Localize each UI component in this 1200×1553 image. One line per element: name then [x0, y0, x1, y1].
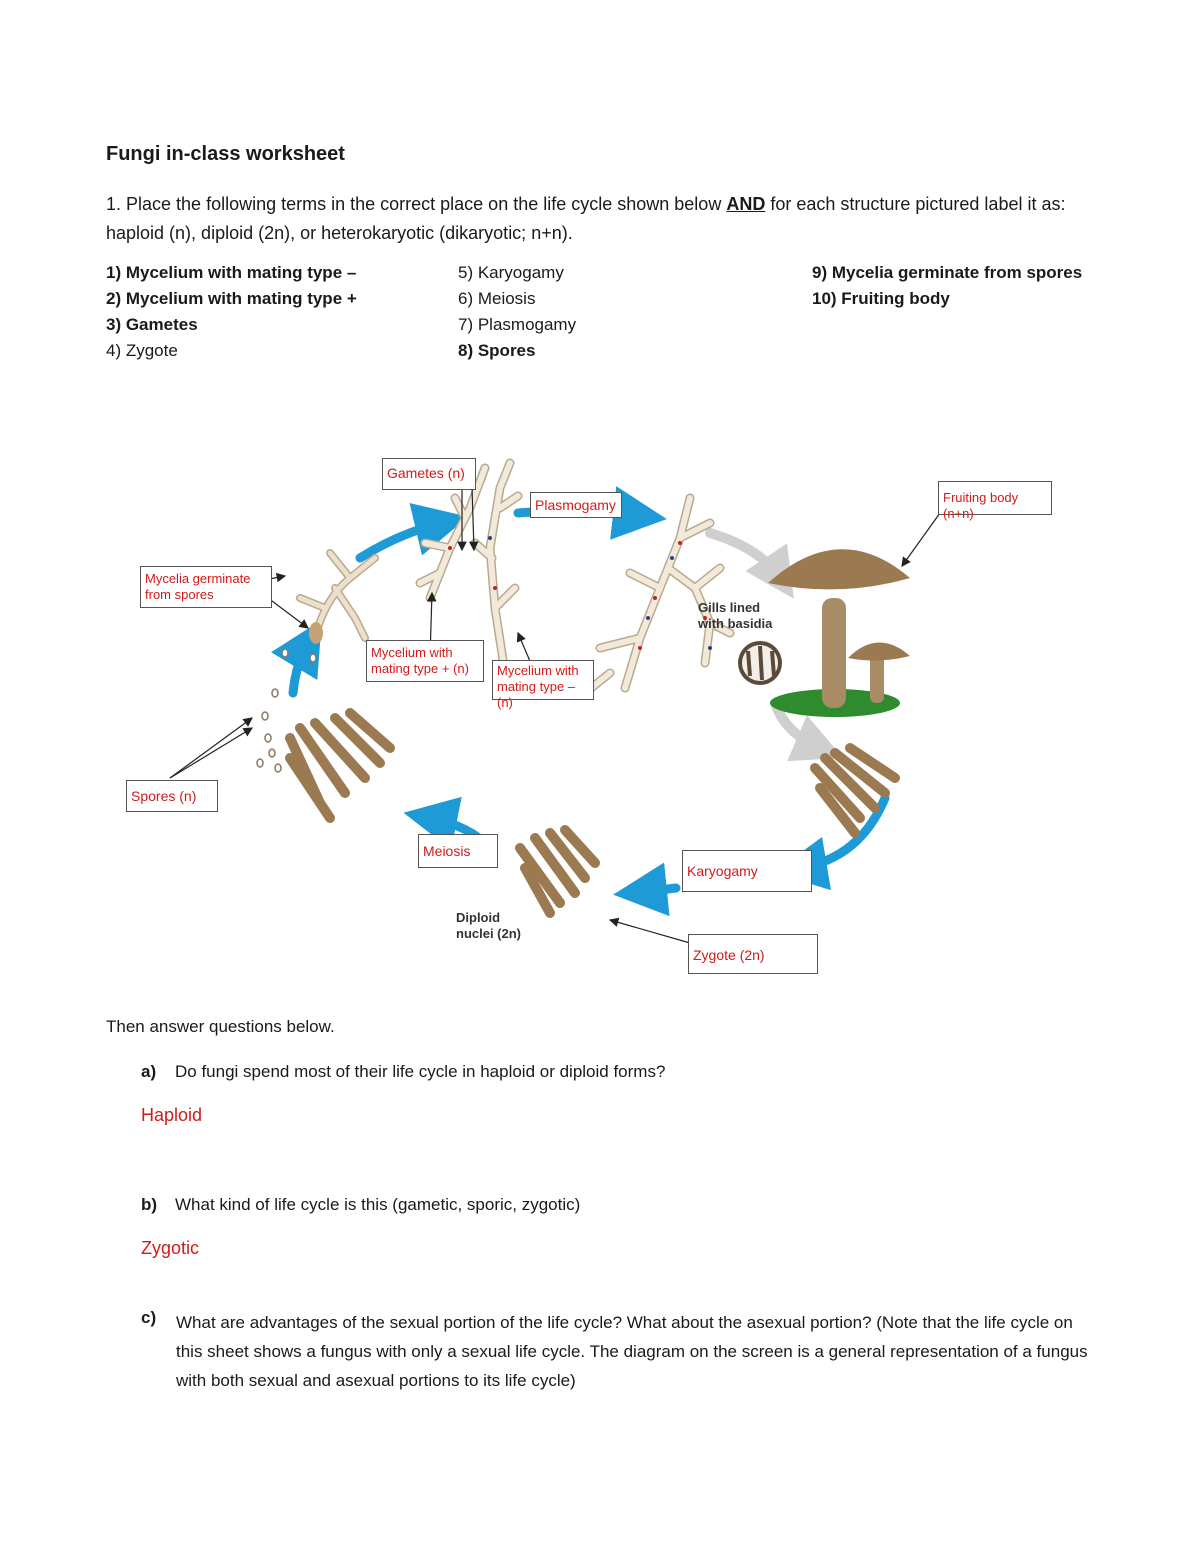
instruction-text-post: for each structure pictured label it as: haploid (n), diploid (2n), or heterokaryotic (dikaryotic; n+n).: [106, 194, 1066, 243]
basidia-cluster-right: [815, 748, 895, 833]
question-a-text: Do fungi spend most of their life cycle in haploid or diploid forms?: [175, 1062, 666, 1081]
term-8: 8) Spores: [458, 341, 536, 360]
question-b-text: What kind of life cycle is this (gametic, sporic, zygotic): [175, 1195, 581, 1214]
term-6: 6) Meiosis: [458, 289, 536, 308]
life-cycle-diagram: [120, 448, 1090, 988]
instructions: [106, 190, 1096, 248]
basidia-cluster-bottom: [520, 830, 595, 913]
label-mycelia-germinate: Mycelia germinate from spores: [140, 566, 272, 608]
label-zygote: Zygote (2n): [688, 934, 818, 974]
arrow-germinate: [293, 643, 308, 693]
label-mycelium-minus: Mycelium with mating type – (n): [492, 660, 594, 700]
instruction-and: AND: [726, 194, 766, 214]
mushroom-stem: [822, 598, 846, 708]
questions-intro: Then answer questions below.: [106, 1017, 335, 1036]
label-gametes: Gametes (n): [382, 458, 476, 490]
question-b-letter: b): [141, 1195, 158, 1214]
label-fruiting-body: Fruiting body (n+n): [938, 481, 1052, 515]
question-c-text: What are advantages of the sexual portion of the life cycle? What about the asexual portion? (Note that the life cycle on this sheet shows a fungus with only a sexual life cycle. The diagram on the screen is a general representation of a fungus with both sexual and asexual portions to its life cycle): [176, 1313, 1088, 1390]
mushroom-cap: [768, 549, 910, 589]
label-mycelium-plus: Mycelium with mating type + (n): [366, 640, 484, 682]
diploid-nuclei-text: Diploid nuclei (2n): [456, 910, 522, 941]
answer-a: Haploid: [141, 1105, 203, 1125]
term-5: 5) Karyogamy: [458, 263, 564, 282]
term-7: 7) Plasmogamy: [458, 315, 577, 334]
gills-text: Gills lined with basidia: [698, 600, 773, 631]
basidia-cluster-left: [290, 713, 390, 818]
term-10: 10) Fruiting body: [812, 289, 950, 308]
label-meiosis: Meiosis: [418, 834, 498, 868]
question-b: [141, 1195, 580, 1215]
question-a: [141, 1062, 665, 1082]
term-1: 1) Mycelium with mating type –: [106, 263, 357, 282]
released-spores: [257, 649, 316, 772]
instruction-text-pre: 1. Place the following terms in the correct place on the life cycle shown below: [106, 194, 727, 214]
label-karyogamy: Karyogamy: [682, 850, 812, 892]
worksheet-title: Fungi in-class worksheet: [106, 143, 345, 165]
spore-germinating: [309, 622, 323, 644]
term-9: 9) Mycelia germinate from spores: [812, 263, 1083, 282]
fruiting-body-illustration: [738, 549, 910, 717]
question-a-letter: a): [141, 1062, 157, 1081]
term-3: 3) Gametes: [106, 315, 198, 334]
term-2: 2) Mycelium with mating type +: [106, 289, 357, 308]
label-plasmogamy: Plasmogamy: [530, 492, 622, 518]
answer-b: Zygotic: [141, 1238, 200, 1258]
arrow-karyogamy: [640, 888, 676, 892]
label-spores: Spores (n): [126, 780, 218, 812]
term-4: 4) Zygote: [106, 341, 178, 360]
question-c-letter: c): [141, 1308, 157, 1327]
life-cycle-illustration: [120, 448, 1090, 988]
